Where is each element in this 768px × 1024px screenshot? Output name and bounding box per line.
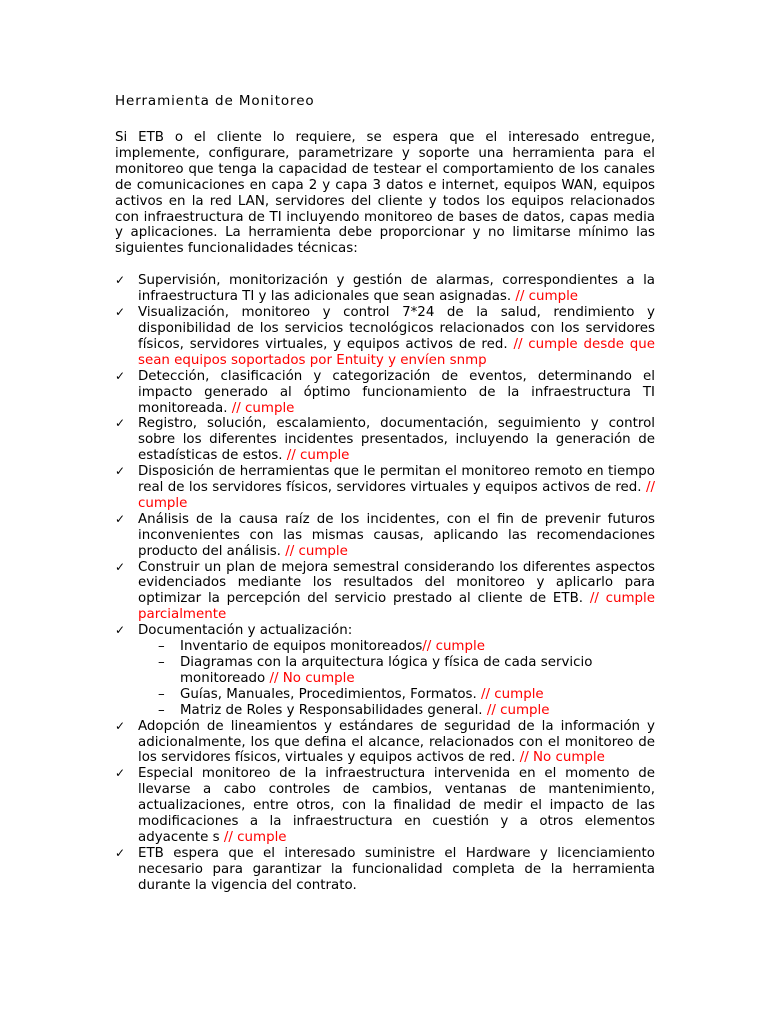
compliance-note: // cumple [515, 289, 579, 305]
requirement-item [115, 623, 655, 718]
subitem [138, 687, 655, 703]
subitem [138, 655, 655, 687]
requirement-item [115, 416, 655, 464]
subitem [138, 639, 655, 655]
subitem-text: Matriz de Roles y Responsabilidades general. [180, 702, 487, 718]
requirement-text: Documentación y actualización: [138, 623, 353, 639]
requirement-text: Visualización, monitoreo y control 7*24 de la salud, rendimiento y disponibilidad de los servicios tecnológicos relacionados con los servidores físicos, servidores virtuales, y equipos activos de red. [138, 305, 655, 352]
checkmark-icon: ✓ [115, 464, 126, 479]
requirement-item [115, 464, 655, 512]
requirement-text: Especial monitoreo de la infraestructura intervenida en el momento de llevarse a cabo controles de cambios, ventanas de mantenimiento, actualizaciones, entre otros, con la finalidad de medir el impacto de las modificaciones a la infraestructura en cuestión y a otros elementos adyacente s [138, 766, 655, 845]
subitem-text: Inventario de equipos monitoreados [180, 639, 423, 655]
dash-bullet: – [158, 639, 165, 655]
requirement-text: Detección, clasificación y categorización de eventos, determinando el impacto generado al óptimo funcionamiento de la infraestructura TI monitoreada. [138, 368, 655, 416]
requirement-text: Construir un plan de mejora semestral considerando los diferentes aspectos evidenciados mediante los resultados del monitoreo y aplicarlo para optimizar la percepción del servicio prestado al cliente de ETB. [138, 559, 655, 607]
requirement-item [115, 273, 655, 305]
compliance-note: // cumple parcialmente [138, 591, 655, 623]
document-title: Herramienta de Monitoreo [115, 93, 315, 109]
checkmark-icon: ✓ [115, 305, 126, 320]
compliance-note: // No cumple [519, 750, 605, 766]
compliance-note: // No cumple [269, 670, 355, 686]
subitem [138, 703, 655, 719]
document-page [115, 92, 655, 894]
compliance-note: // cumple [223, 829, 287, 845]
checkmark-icon: ✓ [115, 845, 126, 860]
requirement-text: Adopción de lineamientos y estándares de seguridad de la información y adicionalmente, los que defina el alcance, relacionados con el monitoreo de los servidores físicos, virtuales y equipos activos de red. [138, 718, 655, 766]
checkmark-icon: ✓ [115, 368, 126, 383]
requirement-text: Registro, solución, escalamiento, documentación, seguimiento y control sobre los diferentes incidentes presentados, incluyendo la generación de estadísticas de estos. [138, 416, 655, 464]
requirement-item [115, 369, 655, 417]
compliance-note: // cumple [285, 543, 348, 559]
compliance-note: // cumple desde que sean equipos soportados por Entuity y envíen snmp [138, 336, 655, 368]
dash-bullet: – [158, 655, 165, 670]
compliance-note: // cumple [231, 400, 295, 416]
requirement-item [115, 766, 655, 846]
checkmark-icon: ✓ [115, 511, 126, 526]
checkmark-icon: ✓ [115, 416, 126, 431]
intro-paragraph: Si ETB o el cliente lo requiere, se espera que el interesado entregue, implemente, configurare, parametrizare y soporte una herramienta para el monitoreo que tenga la capacidad de testear el comportamiento de los canales de comunicaciones en capa 2 y capa 3 datos e internet, equipos WAN, equipos activos en la red LAN, servidores del cliente y todos los equipos relacionados con infraestructura de TI incluyendo monitoreo de bases de datos, capas media y aplicaciones. La herramienta debe proporcionar y no limitarse mínimo las siguientes funcionalidades técnicas: [115, 130, 655, 257]
subitem-text: Guías, Manuales, Procedimientos, Formatos. [180, 686, 482, 702]
requirement-text: Disposición de herramientas que le permitan el monitoreo remoto en tiempo real de los servidores físicos, servidores virtuales y equipos activos de red. [138, 464, 655, 496]
requirements-checklist [115, 273, 655, 893]
requirement-item [115, 560, 655, 624]
subitem-text: Diagramas con la arquitectura lógica y física de cada servicio monitoreado [180, 655, 593, 686]
dash-bullet: – [158, 686, 165, 702]
compliance-note: // cumple [481, 686, 544, 702]
dash-bullet: – [158, 702, 165, 718]
checkmark-icon: ✓ [115, 559, 126, 574]
requirement-item [115, 512, 655, 560]
checkmark-icon: ✓ [115, 766, 126, 781]
requirement-item [115, 305, 655, 369]
checkmark-icon: ✓ [115, 623, 126, 638]
compliance-note: // cumple [286, 448, 350, 464]
requirement-item [115, 846, 655, 894]
requirement-item [115, 719, 655, 767]
checkmark-icon: ✓ [115, 718, 126, 733]
requirement-subitems [138, 639, 655, 719]
checkmark-icon: ✓ [115, 273, 126, 288]
compliance-note: // cumple [138, 480, 655, 511]
requirement-text: Supervisión, monitorización y gestión de alarmas, correspondientes a la infraestructura TI y las adicionales que sean asignadas. [138, 273, 655, 305]
requirement-text: Análisis de la causa raíz de los incidentes, con el fin de prevenir futuros inconvenientes con las mismas causas, aplicando las recomendaciones producto del análisis. [138, 511, 655, 559]
compliance-note: // cumple [422, 639, 485, 655]
requirement-text: ETB espera que el interesado suministre el Hardware y licenciamiento necesario para garantizar la funcionalidad completa de la herramienta durante la vigencia del contrato. [138, 845, 655, 893]
compliance-note: // cumple [486, 702, 550, 718]
